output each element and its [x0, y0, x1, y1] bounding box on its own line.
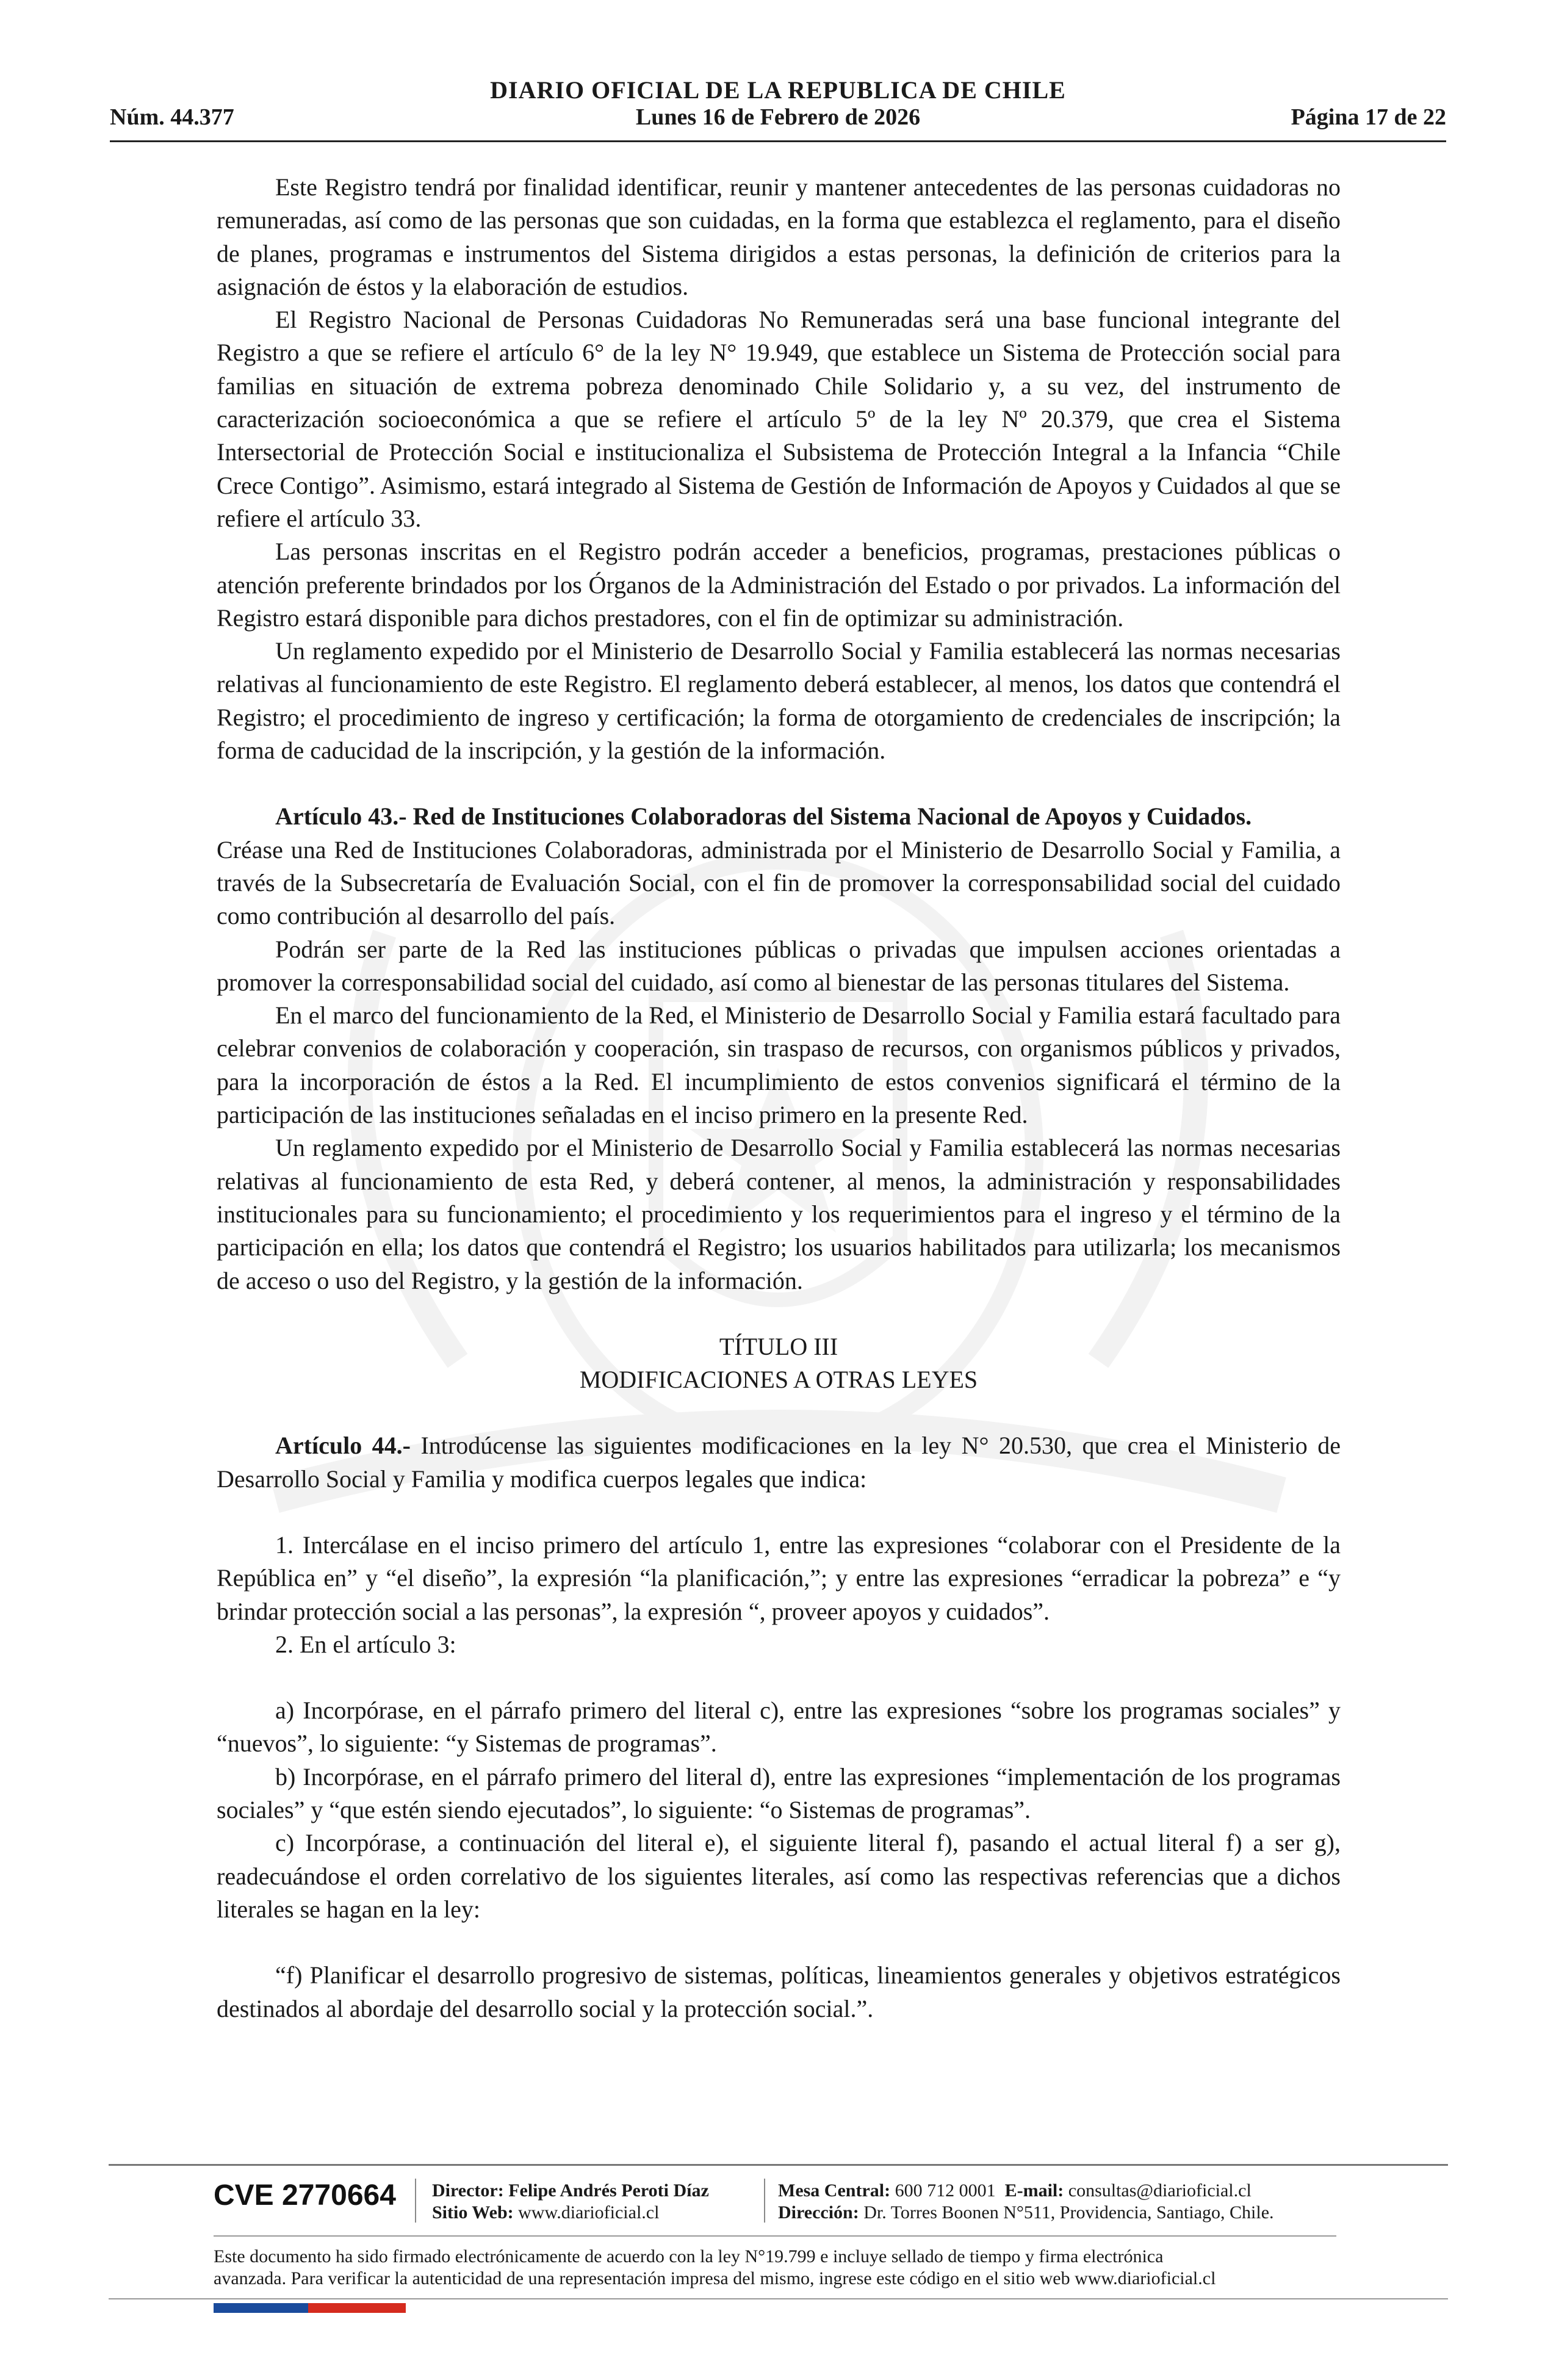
document-body: [217, 171, 1341, 2025]
article-44-label: Artículo 44.-: [275, 1432, 411, 1460]
footer-separator: [415, 2179, 416, 2223]
footer-divider: [109, 2298, 1448, 2299]
address-value: Dr. Torres Boonen N°511, Providencia, Santiago, Chile.: [863, 2202, 1274, 2223]
mesa-label: Mesa Central:: [778, 2180, 891, 2201]
newspaper-title: DIARIO OFICIAL DE LA REPUBLICA DE CHILE: [490, 76, 1066, 104]
paragraph: Un reglamento expedido por el Ministerio de Desarrollo Social y Familia establecerá las normas necesarias relativas al funcionamiento de este Registro. El reglamento deberá establecer, al menos, los datos que contendrá el Registro; el procedimiento de ingreso y certificación; la forma de otorgamiento de credenciales de inscripción; la forma de caducidad de la inscripción, y la gestión de la información.: [217, 637, 1341, 765]
cve-code: CVE 2770664: [214, 2179, 396, 2212]
footer-director-block: [432, 2180, 709, 2224]
page-header: [110, 73, 1446, 146]
article-43-title: Artículo 43.- Red de Instituciones Colaboradoras del Sistema Nacional de Apoyos y Cuidados.: [275, 802, 1252, 831]
page-indicator: Página 17 de 22: [1291, 104, 1446, 130]
article-44-paragraph: [217, 1429, 1341, 1496]
address-label: Dirección:: [778, 2202, 859, 2223]
footer-divider: [214, 2235, 1336, 2237]
director-label: Director:: [432, 2180, 504, 2201]
mesa-value: 600 712 0001: [895, 2180, 996, 2201]
flag-stripe-blue: [214, 2303, 308, 2313]
paragraph: Este Registro tendrá por finalidad identificar, reunir y mantener antecedentes de las personas cuidadoras no remuneradas, así como de las personas que son cuidadas, en la forma que establezca el reglamento, para el diseño de planes, programas e instrumentos del Sistema dirigidos a estas personas, la definición de criterios para la asignación de éstos y la elaboración de estudios.: [217, 173, 1341, 300]
list-item: 2. En el artículo 3:: [275, 1630, 456, 1658]
paragraph: Podrán ser parte de la Red las instituciones públicas o privadas que impulsen acciones orientadas a promover la corresponsabilidad social del cuidado, así como al bienestar de las personas titulares del Sistema.: [217, 935, 1341, 996]
list-item: c) Incorpórase, a continuación del literal e), el siguiente literal f), pasando el actual literal f) a ser g), readecuándose el orden correlativo de los siguientes literales, así como las respectivas referencias que a dichos literales se hagan en la ley:: [217, 1829, 1341, 1923]
article-44-text: Introdúcense las siguientes modificaciones en la ley N° 20.530, que crea el Ministerio de Desarrollo Social y Familia y modifica cuerpos legales que indica:: [217, 1432, 1341, 1493]
flag-stripe-red: [308, 2303, 406, 2313]
email-link[interactable]: consultas@diarioficial.cl: [1068, 2180, 1252, 2201]
email-label: E-mail:: [1004, 2180, 1064, 2201]
website-label: Sitio Web:: [432, 2202, 514, 2223]
signature-notice-line: avanzada. Para verificar la autenticidad de una representación impresa del mismo, ingrese este código en el sitio web www.diarioficial.cl: [214, 2268, 1216, 2288]
section-subtitle: MODIFICACIONES A OTRAS LEYES: [579, 1366, 978, 1394]
header-divider: [110, 140, 1446, 142]
issue-date: Lunes 16 de Febrero de 2026: [635, 104, 921, 130]
paragraph: Créase una Red de Instituciones Colaboradoras, administrada por el Ministerio de Desarrollo Social y Familia, a través de la Subsecretaría de Evaluación Social, con el fin de promover la corresponsabilidad social del cuidado como contribución al desarrollo del país.: [217, 835, 1341, 930]
footer-contact-block: [778, 2180, 1274, 2224]
signature-notice: [214, 2246, 1373, 2290]
paragraph: El Registro Nacional de Personas Cuidadoras No Remuneradas será una base funcional integrante del Registro a que se refiere el artículo 6° de la ley N° 19.949, que establece un Sistema de Protección social para familias en situación de extrema pobreza denominado Chile Solidario y, a su vez, del instrumento de caracterización socioeconómica a que se refiere el artículo 5º de la ley Nº 20.379, que crea el Sistema Intersectorial de Protección Social e institucionaliza el Subsistema de Protección Integral a la Infancia “Chile Crece Contigo”. Asimismo, estará integrado al Sistema de Gestión de Información de Apoyos y Cuidados al que se refiere el artículo 33.: [217, 306, 1341, 532]
section-title: TÍTULO III: [719, 1332, 838, 1360]
article-43-heading: [217, 800, 1341, 833]
footer-separator: [764, 2179, 765, 2223]
footer-divider: [109, 2164, 1448, 2166]
director-name: Felipe Andrés Peroti Díaz: [508, 2180, 709, 2201]
paragraph: Un reglamento expedido por el Ministerio de Desarrollo Social y Familia establecerá las normas necesarias relativas al funcionamiento de esta Red, y deberá contener, al menos, la administración y responsabilidades institucionales para su funcionamiento; el procedimiento y los requerimientos para el ingreso y el término de la participación en ella; los datos que contendrá el Registro; los usuarios habilitados para utilizarla; los mecanismos de acceso o uso del Registro, y la gestión de la información.: [217, 1134, 1341, 1294]
list-item: 1. Intercálase en el inciso primero del artículo 1, entre las expresiones “colaborar con el Presidente de la República en” y “el diseño”, la expresión “la planificación,”; y entre las expresiones “erradicar la pobreza” e “y brindar protección social a las personas”, la expresión “, proveer apoyos y cuidados”.: [217, 1531, 1341, 1625]
issue-number: Núm. 44.377: [110, 104, 234, 130]
paragraph: Las personas inscritas en el Registro podrán acceder a beneficios, programas, prestaciones públicas o atención preferente brindados por los Órganos de la Administración del Estado o por privados. La información del Registro estará disponible para dichos prestadores, con el fin de optimizar su administración.: [217, 538, 1341, 632]
paragraph: En el marco del funcionamiento de la Red, el Ministerio de Desarrollo Social y Familia estará facultado para celebrar convenios de colaboración y cooperación, sin traspaso de recursos, con organismos públicos y privados, para la incorporación de éstos a la Red. El incumplimiento de estos convenios significará el término de la participación de las instituciones señaladas en el inciso primero en la presente Red.: [217, 1001, 1341, 1129]
signature-notice-line: Este documento ha sido firmado electrónicamente de acuerdo con la ley N°19.799 e incluye sellado de tiempo y firma electrónica: [214, 2246, 1164, 2266]
list-item: a) Incorpórase, en el párrafo primero del literal c), entre las expresiones “sobre los programas sociales” y “nuevos”, lo siguiente: “y Sistemas de programas”.: [217, 1697, 1341, 1758]
quoted-literal: “f) Planificar el desarrollo progresivo de sistemas, políticas, lineamientos generales y objetivos estratégicos destinados al abordaje del desarrollo social y la protección social.”.: [217, 1961, 1341, 2022]
website-link[interactable]: www.diarioficial.cl: [518, 2202, 660, 2223]
list-item: b) Incorpórase, en el párrafo primero del literal d), entre las expresiones “implementación de los programas sociales” y “que estén siendo ejecutados”, lo siguiente: “o Sistemas de programas”.: [217, 1762, 1341, 1824]
